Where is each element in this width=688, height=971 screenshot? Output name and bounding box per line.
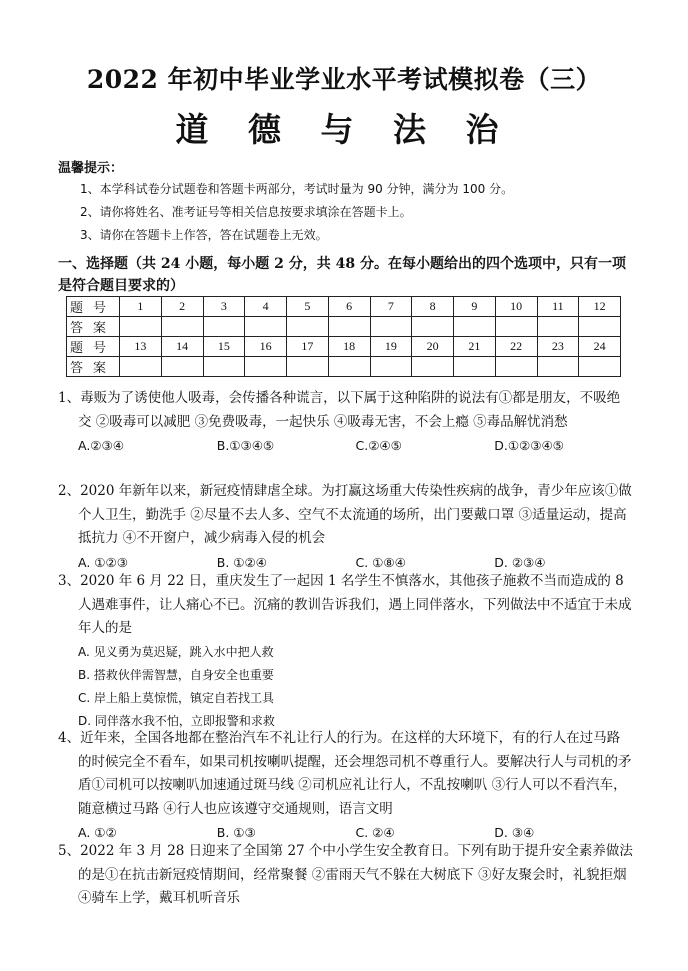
number-cell: 23 bbox=[537, 337, 579, 357]
question-stem: 4、近年来，全国各地都在整治汽车不礼让行人的行为。在这样的大环境下，有的行人在过马路的时候完全不看车，如果司机按喇叭提醒，还会埋怨司机不尊重行人。要解决行人与司机的矛盾①司机可以按喇叭加速通过斑马线 ②司机应礼让行人，不乱按喇叭 ③行人可以不看汽车，随意横过马路 ④行人也应该遵守交通规则，语言文明 bbox=[58, 730, 632, 817]
option-c[interactable]: C.②④⑤ bbox=[355, 438, 402, 453]
number-cell: 19 bbox=[370, 337, 412, 357]
number-label: 题号 bbox=[67, 297, 120, 317]
answer-cell[interactable] bbox=[412, 357, 454, 377]
answer-cell[interactable] bbox=[454, 317, 496, 337]
question-5 bbox=[58, 840, 633, 911]
answer-cell[interactable] bbox=[370, 357, 412, 377]
number-cell: 5 bbox=[287, 297, 329, 317]
number-cell: 20 bbox=[412, 337, 454, 357]
number-cell: 7 bbox=[370, 297, 412, 317]
option-b[interactable]: B.①③④⑤ bbox=[216, 438, 275, 453]
question-1 bbox=[58, 387, 633, 458]
question-stem: 5、2022 年 3 月 28 日迎来了全国第 27 个中小学生安全教育日。下列有助于提升安全素养做法的是①在抗击新冠疫情期间，经常聚餐 ②雷雨天气不躲在大树底下 ③好友聚会时，礼貌拒烟 ④骑车上学，戴耳机听音乐 bbox=[58, 843, 633, 906]
tips-heading: 温馨提示： bbox=[58, 161, 124, 176]
answer-cell[interactable] bbox=[203, 317, 245, 337]
answer-row bbox=[67, 317, 621, 337]
number-cell: 21 bbox=[454, 337, 496, 357]
option-a[interactable]: A.②③④ bbox=[78, 438, 124, 453]
tip-item: 3、请你在答题卡上作答，答在试题卷上无效。 bbox=[80, 228, 328, 242]
answer-cell[interactable] bbox=[454, 357, 496, 377]
number-cell: 8 bbox=[412, 297, 454, 317]
number-label: 题号 bbox=[67, 337, 120, 357]
number-cell: 14 bbox=[161, 337, 203, 357]
answer-cell[interactable] bbox=[328, 317, 370, 337]
option-c[interactable]: C. ②④ bbox=[355, 825, 395, 840]
number-cell: 12 bbox=[579, 297, 621, 317]
number-cell: 13 bbox=[120, 337, 162, 357]
answer-cell[interactable] bbox=[203, 357, 245, 377]
answer-cell[interactable] bbox=[161, 357, 203, 377]
number-cell: 24 bbox=[579, 337, 621, 357]
answer-cell[interactable] bbox=[328, 357, 370, 377]
question-stem: 2、2020 年新年以来，新冠疫情肆虐全球。为打赢这场重大传染性疾病的战争，青少年应该①做个人卫生，勤洗手 ②尽量不去人多、空气不太流通的场所，出门要戴口罩 ③适量运动，提高抵抗力 ④不开窗户，减少病毒入侵的机会 bbox=[58, 483, 632, 546]
number-cell: 1 bbox=[120, 297, 162, 317]
number-row bbox=[67, 337, 621, 357]
number-row bbox=[67, 297, 621, 317]
number-cell: 6 bbox=[328, 297, 370, 317]
number-cell: 10 bbox=[495, 297, 537, 317]
answer-row bbox=[67, 357, 621, 377]
option-b[interactable]: B. 搭救伙伴需智慧，自身安全也重要 bbox=[78, 667, 274, 682]
answer-cell[interactable] bbox=[579, 357, 621, 377]
section-heading: 一、选择题（共 24 小题，每小题 2 分，共 48 分。在每小题给出的四个选项中，只有一项是符合题目要求的） bbox=[58, 256, 626, 294]
option-c[interactable]: C. ①⑧④ bbox=[355, 554, 406, 570]
option-b[interactable]: B. ①③ bbox=[216, 825, 256, 840]
number-cell: 9 bbox=[454, 297, 496, 317]
number-cell: 22 bbox=[495, 337, 537, 357]
number-cell: 3 bbox=[203, 297, 245, 317]
answer-cell[interactable] bbox=[120, 357, 162, 377]
question-stem: 3、2020 年 6 月 22 日，重庆发生了一起因 1 名学生不慎落水，其他孩子施救不当而造成的 8 人遇难事件，让人痛心不已。沉痛的教训告诉我们，遇上同伴落水，下列做法中不适宜于未成年人的是 bbox=[58, 573, 632, 636]
number-cell: 4 bbox=[245, 297, 287, 317]
answer-cell[interactable] bbox=[370, 317, 412, 337]
number-cell: 15 bbox=[203, 337, 245, 357]
tip-item: 2、请你将姓名、准考证号等相关信息按要求填涂在答题卡上。 bbox=[80, 205, 412, 219]
question-3 bbox=[58, 570, 633, 733]
answer-cell[interactable] bbox=[495, 317, 537, 337]
question-stem: 1、毒贩为了诱使他人吸毒，会传播各种谎言，以下属于这种陷阱的说法有①都是朋友，不吸绝交 ②吸毒可以减肥 ③免费吸毒，一起快乐 ④吸毒无害，不会上瘾 ⑤毒品解忧消愁 bbox=[58, 390, 621, 430]
answer-cell[interactable] bbox=[537, 317, 579, 337]
option-c[interactable]: C. 岸上船上莫惊慌，镇定自若找工具 bbox=[78, 690, 275, 705]
number-cell: 18 bbox=[328, 337, 370, 357]
answer-cell[interactable] bbox=[537, 357, 579, 377]
option-d[interactable]: D. ②③④ bbox=[494, 554, 546, 570]
answer-cell[interactable] bbox=[287, 357, 329, 377]
answer-cell[interactable] bbox=[579, 317, 621, 337]
question-options bbox=[78, 434, 633, 458]
number-cell: 11 bbox=[537, 297, 579, 317]
option-a[interactable]: A. 见义勇为莫迟疑，跳入水中把人救 bbox=[78, 644, 274, 659]
number-cell: 2 bbox=[161, 297, 203, 317]
option-d[interactable]: D. ③④ bbox=[494, 825, 535, 840]
tip-item: 1、本学科试卷分试题卷和答题卡两部分，考试时量为 90 分钟，满分为 100 分。 bbox=[80, 182, 514, 196]
subject-title: 道 德 与 法 治 bbox=[175, 110, 513, 149]
option-d[interactable]: D.①②③④⑤ bbox=[494, 438, 564, 453]
answer-cell[interactable] bbox=[120, 317, 162, 337]
answer-cell[interactable] bbox=[245, 357, 287, 377]
option-d[interactable]: D. 同伴落水我不怕，立即报警和求救 bbox=[78, 713, 275, 728]
answer-label: 答案 bbox=[67, 357, 120, 377]
option-a[interactable]: A. ①②③ bbox=[78, 554, 128, 570]
answer-cell[interactable] bbox=[412, 317, 454, 337]
exam-title: 2022 年初中毕业学业水平考试模拟卷（三） bbox=[86, 65, 602, 94]
answer-cell[interactable] bbox=[287, 317, 329, 337]
question-2 bbox=[58, 480, 633, 574]
answer-cell[interactable] bbox=[495, 357, 537, 377]
option-a[interactable]: A. ①② bbox=[78, 825, 117, 840]
question-4 bbox=[58, 727, 633, 845]
answer-cell[interactable] bbox=[245, 317, 287, 337]
answer-cell[interactable] bbox=[161, 317, 203, 337]
number-cell: 17 bbox=[287, 337, 329, 357]
option-b[interactable]: B. ①②④ bbox=[216, 554, 267, 570]
number-cell: 16 bbox=[245, 337, 287, 357]
answer-table bbox=[66, 296, 621, 377]
answer-label: 答案 bbox=[67, 317, 120, 337]
